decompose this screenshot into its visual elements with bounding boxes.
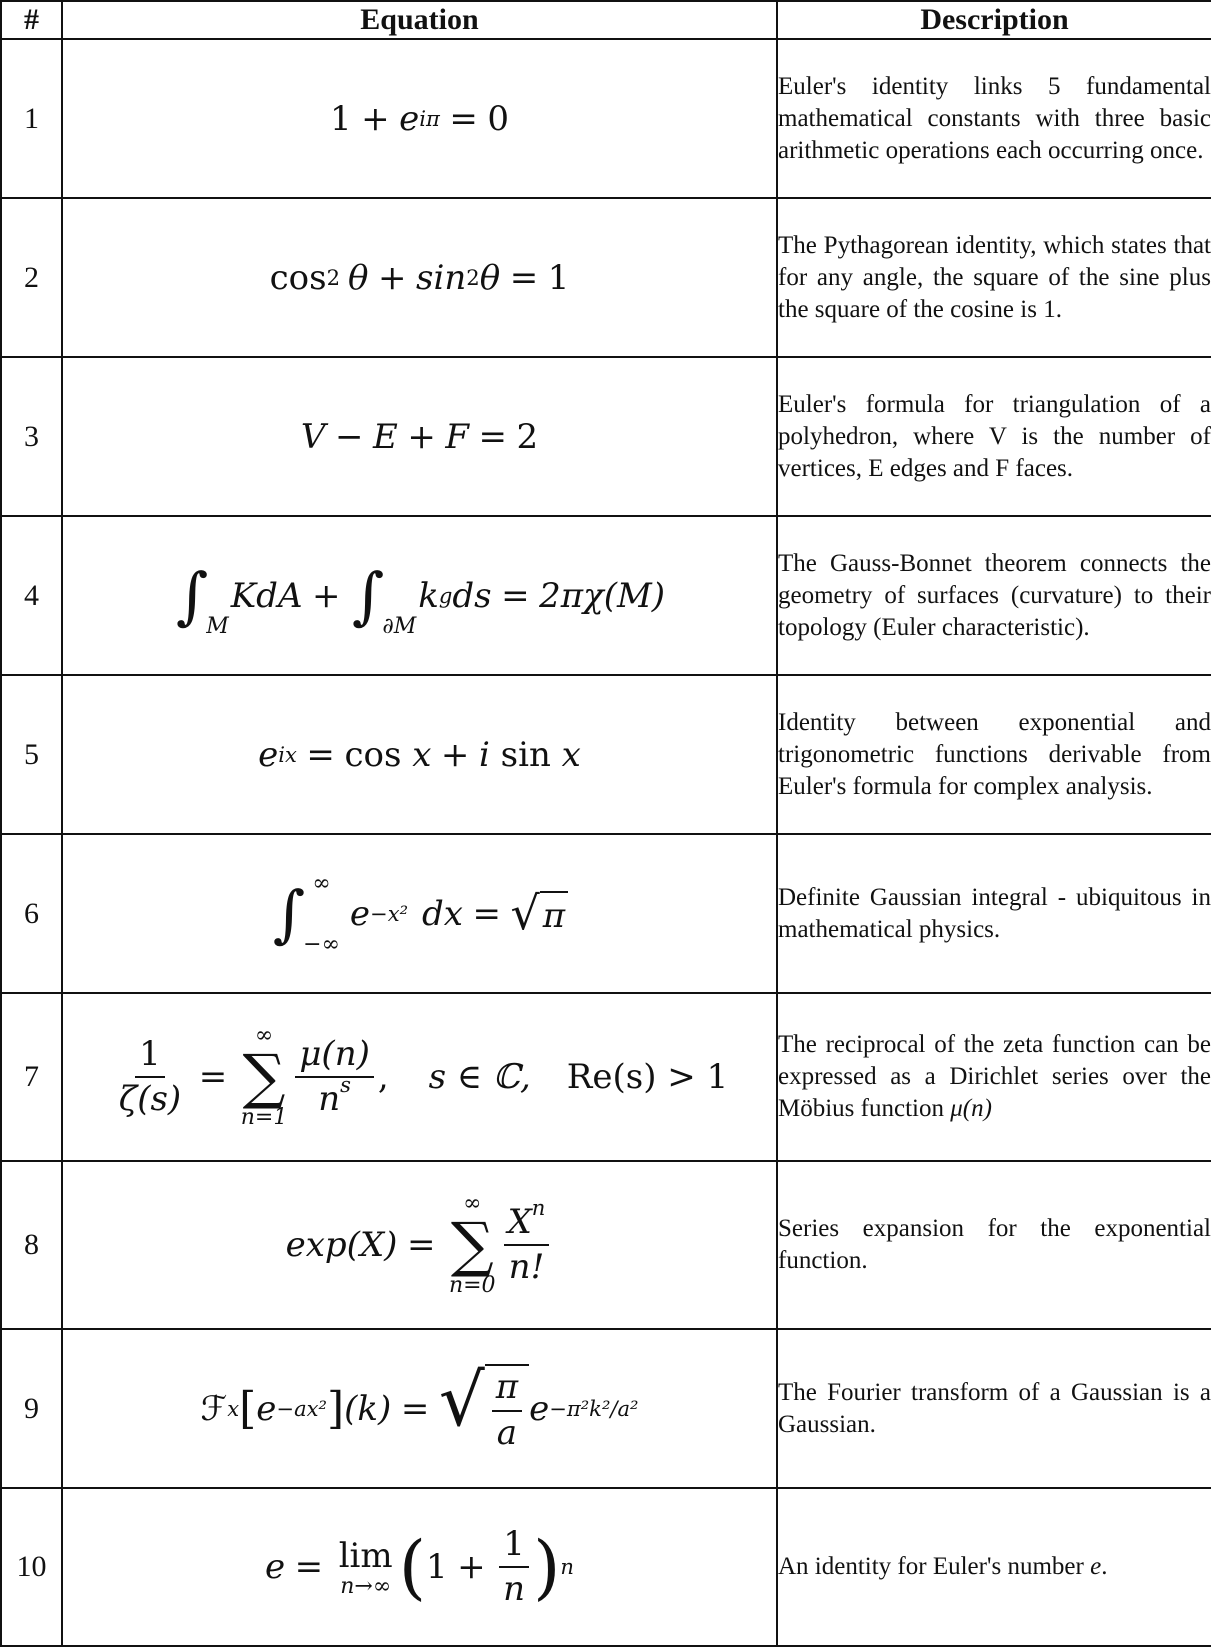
equation-exp-series: [286, 1193, 554, 1297]
eq-operator: +: [457, 1547, 486, 1587]
table-row: [1, 1329, 1211, 1488]
table-row: [1, 675, 1211, 834]
integral-sign: [352, 553, 416, 639]
integral-lower-limit: ∂M: [382, 613, 417, 639]
equation-cell: [62, 1329, 777, 1488]
eq-term: e: [258, 734, 279, 775]
eq-term: 1: [329, 98, 352, 139]
integral-upper-limit: ∞: [312, 870, 331, 896]
description-cell: The Fourier transform of a Gaussian is a Gaussian.: [777, 1329, 1211, 1488]
equation-zeta-reciprocal: [111, 1025, 728, 1129]
table-row: [1, 1161, 1211, 1329]
table-row: [1, 993, 1211, 1161]
radical-sign: √: [510, 885, 540, 940]
eq-paren: (: [398, 1526, 426, 1608]
sum-symbol: ∑: [242, 1042, 286, 1112]
eq-term: x: [412, 734, 432, 775]
summation: [241, 1025, 288, 1129]
limit-subscript: n→∞: [340, 1574, 392, 1599]
sum-symbol: ∑: [450, 1210, 494, 1280]
eq-operator: +: [440, 734, 470, 775]
fraction-numerator: X: [507, 1201, 532, 1242]
fraction: [492, 1368, 522, 1452]
integral-symbol: ∫: [352, 558, 385, 632]
header-number: #: [1, 1, 62, 39]
fraction-numerator: μ(n): [295, 1035, 374, 1078]
eq-term: sin: [500, 734, 551, 775]
eq-bracket: ]: [326, 1383, 345, 1434]
header-description: Description: [777, 1, 1211, 39]
description-cell: [777, 993, 1211, 1161]
equation-cell: [62, 993, 777, 1161]
fraction-denominator: n!: [508, 1247, 545, 1287]
description-italic: e: [1090, 1553, 1102, 1580]
radical-sign: √: [438, 1358, 485, 1443]
description-cell: [777, 1488, 1211, 1646]
integral-sign: [273, 871, 340, 957]
eq-operator: =: [406, 1225, 436, 1265]
fraction: [499, 1525, 529, 1609]
fraction-numerator: π: [492, 1368, 522, 1411]
sum-upper-limit: ∞: [463, 1191, 482, 1216]
description-text: .: [1101, 1553, 1108, 1580]
eq-term: θ: [348, 257, 369, 298]
row-number: 4: [1, 516, 62, 675]
eq-term: cos: [269, 257, 327, 298]
equation-gauss-bonnet: ∫ M KdA + ∫ ∂M k g ds = 2πχ(M): [174, 553, 665, 639]
eq-term: ds: [452, 575, 492, 616]
equation-euler-formula: e ix = cos x + i sin x: [258, 734, 581, 775]
equation-cell: [62, 834, 777, 993]
square-root: [438, 1358, 529, 1453]
eq-operator: =: [306, 734, 335, 775]
eq-term: cos: [344, 734, 402, 775]
row-number: 10: [1, 1488, 62, 1646]
eq-operator: =: [198, 1057, 228, 1097]
integral-lower-limit: M: [206, 613, 229, 639]
eq-exponent: n: [531, 1195, 546, 1220]
table-row: [1, 198, 1211, 357]
table-row: [1, 357, 1211, 516]
eq-term: ℱ: [200, 1388, 228, 1429]
square-root: [510, 885, 569, 940]
row-number: 8: [1, 1161, 62, 1329]
eq-term: sin: [416, 257, 467, 298]
row-number: 7: [1, 993, 62, 1161]
fraction-numerator: 1: [499, 1525, 529, 1568]
table-row: [1, 516, 1211, 675]
row-number: 3: [1, 357, 62, 516]
description-italic: μ(n): [950, 1095, 992, 1122]
fraction-denominator: a: [496, 1412, 518, 1453]
sum-lower-limit: n=0: [448, 1273, 496, 1298]
eq-operator: +: [407, 416, 436, 457]
eq-term: E: [372, 416, 398, 457]
eq-operator: +: [378, 257, 407, 298]
eq-term: θ: [479, 257, 501, 298]
row-number: 5: [1, 675, 62, 834]
description-cell: Series expansion for the exponential function.: [777, 1161, 1211, 1329]
eq-bracket: [: [239, 1383, 257, 1434]
eq-term: 1: [547, 257, 570, 298]
eq-exponent: s: [340, 1072, 351, 1098]
radicand: [485, 1364, 529, 1452]
eq-term: e: [265, 1547, 286, 1587]
eq-term: x: [561, 734, 581, 775]
equation-cell: [62, 39, 777, 198]
table-header-row: [1, 1, 1211, 39]
header-equation: Equation: [62, 1, 777, 39]
eq-operator: =: [509, 257, 539, 298]
equation-cell: [62, 1161, 777, 1329]
eq-condition: Re(s) > 1: [566, 1057, 729, 1097]
integral-sign: [176, 553, 229, 639]
eq-term: F: [445, 416, 469, 457]
sum-lower-limit: n=1: [240, 1105, 288, 1130]
fraction-numerator: 1: [135, 1035, 165, 1078]
eq-term: dx: [422, 893, 463, 934]
description-cell: The Gauss-Bonnet theorem connects the geometry of surfaces (curvature) to their topology (Euler characteristic).: [777, 516, 1211, 675]
eq-operator: =: [472, 893, 502, 934]
eq-term: KdA: [230, 575, 303, 616]
sum-upper-limit: ∞: [254, 1023, 274, 1048]
eq-condition: s ∈ ℂ,: [428, 1057, 531, 1097]
eq-operator: +: [361, 98, 390, 139]
table-row: [1, 39, 1211, 198]
eq-punctuation: ,: [377, 1057, 389, 1097]
eq-paren: ): [533, 1526, 561, 1608]
equation-cell: [62, 516, 777, 675]
eq-term: 1: [426, 1547, 448, 1587]
row-number: 6: [1, 834, 62, 993]
table-row: [1, 834, 1211, 993]
eq-term: e: [256, 1388, 277, 1429]
eq-term: π: [540, 891, 568, 937]
eq-term: 2: [516, 416, 539, 457]
eq-operator: =: [501, 575, 530, 616]
fraction-denominator: n: [318, 1079, 341, 1119]
limit: [339, 1536, 393, 1598]
equation-gaussian-integral: ∫ ∞ −∞ e −x² dx = √ π: [271, 871, 568, 957]
description-cell: Euler's identity links 5 fundamental mathematical constants with three basic arithmetic operations each occurring once.: [777, 39, 1211, 198]
eq-term: e: [349, 893, 371, 934]
eq-term: e: [529, 1388, 550, 1429]
eq-operator: =: [449, 98, 478, 139]
row-number: 1: [1, 39, 62, 198]
equation-fourier-gaussian: ℱ x [ e −ax² ] (k) = √ $\frac{\pi}{a}$ e −π²k²/a²: [200, 1358, 639, 1453]
description-cell: Euler's formula for triangulation of a polyhedron, where V is the number of vertices, E edges and F faces.: [777, 357, 1211, 516]
description-text: The reciprocal of the zeta function can be expressed as a Dirichlet series over the Möbius function: [778, 1031, 1211, 1122]
eq-term: 0: [487, 98, 510, 139]
equation-cell: [62, 1488, 777, 1646]
limit-operator: lim: [338, 1536, 393, 1576]
fraction-denominator: n: [503, 1569, 526, 1609]
eq-term: V: [300, 416, 326, 457]
table-row: [1, 1488, 1211, 1646]
equation-cell: [62, 357, 777, 516]
description-cell: The Pythagorean identity, which states that for any angle, the square of the sine plus the square of the cosine is 1.: [777, 198, 1211, 357]
fraction: [115, 1035, 185, 1119]
integral-symbol: ∫: [272, 876, 306, 950]
eq-term: k: [418, 575, 439, 616]
eq-operator: =: [478, 416, 507, 457]
integral-symbol: ∫: [175, 558, 209, 632]
eq-operator: −: [334, 416, 364, 457]
eq-operator: =: [294, 1547, 324, 1587]
eq-term: i: [478, 734, 490, 775]
description-text: An identity for Euler's number: [778, 1553, 1084, 1580]
eq-term: exp(X): [285, 1225, 398, 1265]
equation-e-limit: e = lim n→∞ ( 1 + $\frac{1}{n}$ ) n: [265, 1523, 574, 1609]
eq-operator: =: [400, 1388, 430, 1429]
row-number: 2: [1, 198, 62, 357]
eq-term: e: [399, 98, 420, 139]
fraction: [295, 1035, 374, 1119]
eq-term: 2πχ(M): [539, 575, 666, 616]
eq-operator: +: [312, 575, 341, 616]
equation-pythagorean-identity: cos 2 θ + sin 2 θ = 1: [269, 257, 570, 298]
equation-euler-identity: 1 + e iπ = 0: [329, 98, 510, 139]
integral-lower-limit: −∞: [303, 931, 340, 957]
equation-cell: [62, 675, 777, 834]
fraction: [504, 1195, 550, 1287]
summation: [449, 1193, 496, 1297]
row-number: 9: [1, 1329, 62, 1488]
description-cell: Identity between exponential and trigonometric functions derivable from Euler's formula for complex analysis.: [777, 675, 1211, 834]
fraction-denominator: ζ(s): [118, 1079, 182, 1119]
description-cell: Definite Gaussian integral - ubiquitous in mathematical physics.: [777, 834, 1211, 993]
equation-cell: [62, 198, 777, 357]
eq-term: (k): [344, 1388, 392, 1429]
equation-euler-polyhedron: [301, 417, 538, 457]
